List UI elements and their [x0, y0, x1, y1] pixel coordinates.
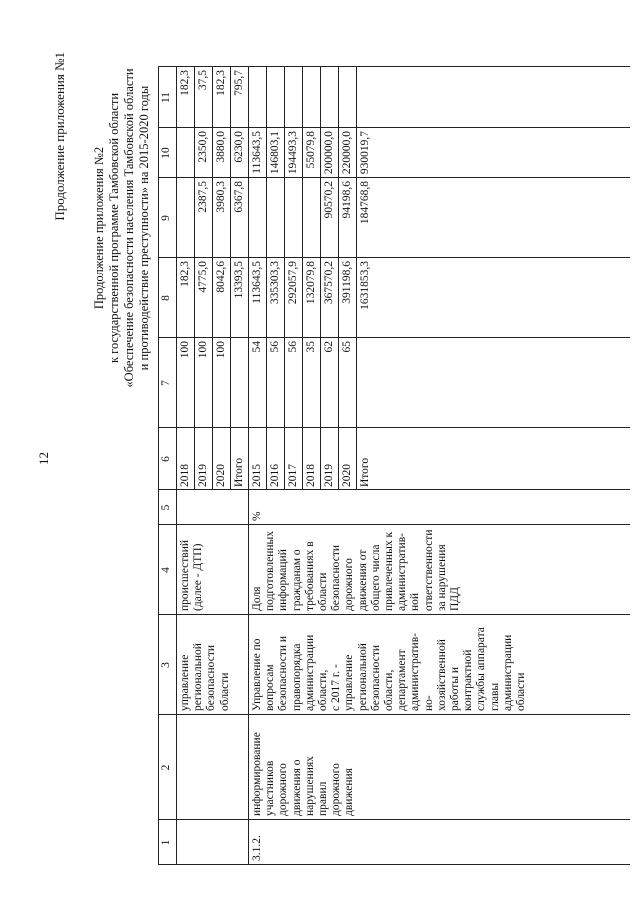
cell-text: нарушениях: [303, 756, 316, 816]
cell-text: информирование: [251, 732, 263, 816]
cell-text: службы аппарата: [475, 627, 488, 711]
table-value: 90570,2: [323, 181, 335, 219]
table-value: 13393,5: [233, 261, 245, 299]
annex2-line: Продолжение приложения №2: [92, 146, 106, 310]
table-value: Итого: [359, 457, 371, 487]
table-value: 3880,0: [215, 131, 227, 163]
column-border: [158, 864, 630, 865]
column-number: 6: [160, 456, 172, 462]
column-border: [158, 489, 630, 490]
cell-text: (далее - ДТП): [192, 543, 205, 611]
row-border: [338, 67, 339, 490]
cell-text: но-: [422, 695, 435, 711]
cell-text: области,: [317, 669, 329, 711]
cell-text: работы и: [449, 666, 461, 711]
column-border: [158, 427, 630, 428]
table-value: 2019: [323, 464, 335, 487]
column-number: 2: [160, 764, 172, 771]
column-number: 1: [160, 839, 172, 846]
cell-text: региональной: [192, 643, 205, 711]
row-border: [302, 67, 303, 490]
row-border: [230, 67, 231, 490]
table-value: 2016: [269, 464, 281, 487]
column-number: 10: [160, 147, 172, 159]
table-value: 391198,6: [341, 261, 353, 304]
page-number: 12: [36, 452, 51, 465]
table-value: 2020: [215, 464, 227, 487]
cell-text: Управление по: [251, 638, 263, 711]
column-border: [158, 257, 630, 258]
table-value: 795,7: [233, 70, 245, 96]
continuation-annex-1: Продолжение приложения №1: [52, 52, 67, 221]
cell-text: региональной: [356, 643, 369, 711]
table-value: 113643,5: [251, 261, 263, 304]
column-border: [158, 127, 630, 128]
cell-text: области,: [383, 669, 395, 711]
table-value: 194493,3: [287, 131, 299, 175]
cell-text: дорожного: [343, 558, 356, 611]
annex2-line: и противодействие преступности» на 2015-2020 годы: [137, 85, 151, 371]
table-value: 2018: [179, 464, 191, 487]
cell-text: области: [218, 672, 231, 711]
table-value: 2020: [341, 464, 353, 487]
cell-text: безопасности и: [277, 635, 290, 711]
cell-text: области: [317, 572, 329, 611]
cell-text: администрации: [501, 634, 514, 711]
column-number: 4: [160, 567, 172, 573]
row-border: [266, 67, 267, 490]
table-value: 2350,0: [197, 131, 209, 163]
cell-text: происшествий: [179, 539, 191, 611]
cell-text: общего числа: [369, 544, 382, 611]
cell-text: хозяйственной: [435, 639, 448, 711]
table-value: 56: [287, 341, 299, 353]
table-value: 146803,1: [269, 131, 281, 175]
row-border: [356, 67, 357, 490]
column-number: 5: [160, 504, 172, 511]
table-value: 292057,9: [287, 261, 299, 305]
cell-text: дорожного: [277, 763, 290, 816]
table-value: 367570,2: [323, 261, 335, 305]
cell-text: администрации: [303, 634, 316, 711]
table-value: 2018: [305, 464, 317, 487]
column-border: [158, 819, 630, 820]
column-border: [158, 524, 630, 525]
column-number: 7: [160, 380, 172, 386]
annex2-line: к государственной программе Тамбовской области: [107, 92, 121, 364]
row-border: [176, 67, 177, 865]
cell-text: участников: [264, 760, 277, 816]
table-value: 94198,6: [341, 181, 353, 219]
column-border: [158, 337, 630, 338]
column-border: [158, 177, 630, 178]
table-value: 2017: [287, 464, 299, 487]
table-value: 132079,8: [305, 261, 317, 305]
row-border: [248, 67, 249, 865]
column-number: 11: [160, 91, 172, 104]
table-value: 8042,6: [215, 261, 227, 293]
cell-text: за нарушения: [435, 544, 448, 611]
cell-text: области: [515, 672, 527, 711]
table-value: 55079,8: [305, 131, 317, 169]
table-value: 4775,0: [197, 261, 209, 293]
column-border: [158, 614, 630, 615]
cell-text: ПДД: [449, 587, 461, 611]
cell-text: управление: [343, 654, 356, 711]
table-value: 113643,5: [251, 131, 263, 174]
cell-text: контрактной: [462, 649, 475, 711]
table-value: 6230,0: [233, 131, 245, 163]
cell-text: с 2017 г. -: [330, 664, 343, 711]
cell-text: правил: [317, 781, 329, 816]
table-value: 2019: [197, 464, 209, 487]
table-value: 335303,3: [269, 261, 281, 305]
cell-text: дорожного: [330, 763, 343, 816]
table-value: Итого: [233, 457, 245, 487]
table-value: 37,5: [197, 70, 209, 91]
table-value: 2015: [251, 464, 263, 487]
cell-text: требованиях в: [303, 541, 316, 611]
annex2-line: «Обеспечение безопасности населения Тамбовской области: [122, 68, 136, 388]
cell-text: безопасности: [330, 544, 343, 611]
column-border: [158, 714, 630, 715]
cell-text: гражданам о: [290, 549, 303, 611]
cell-text: информаций: [277, 549, 290, 611]
table-value: 182,3: [215, 70, 227, 96]
table-value: 2387,5: [197, 181, 209, 213]
table-value: 182,3: [179, 261, 191, 287]
table-value: 3980,3: [215, 181, 227, 213]
table-value: 200000,0: [323, 131, 335, 175]
table-value: 220000,0: [341, 131, 353, 175]
unit-text: %: [251, 511, 263, 521]
row-border: [212, 67, 213, 490]
table-value: 184768,8: [359, 181, 371, 225]
table-value: 6367,8: [233, 181, 245, 213]
cell-text: правопорядка: [290, 643, 303, 711]
cell-text: привлеченных к: [383, 531, 395, 611]
program-table: [158, 67, 630, 865]
column-number: 3: [160, 662, 172, 668]
table-value: 35: [305, 341, 317, 353]
row-border: [194, 67, 195, 490]
cell-text: административ-: [396, 533, 409, 611]
table-value: 56: [269, 341, 281, 353]
cell-text: управление: [179, 654, 191, 711]
column-number: 9: [160, 215, 172, 221]
cell-text: подготовленных: [264, 531, 277, 611]
table-value: 54: [251, 341, 263, 353]
table-value: 1631853,3: [359, 261, 371, 310]
table-value: 182,3: [179, 70, 191, 96]
row-border: [158, 67, 159, 865]
table-value: 100: [215, 341, 227, 359]
cell-text: Доля: [251, 586, 263, 611]
continuation-annex-2: [92, 58, 152, 398]
table-value: 100: [197, 341, 209, 359]
table-value: 100: [179, 341, 191, 359]
table-value: 62: [323, 341, 335, 353]
column-number: 8: [160, 295, 172, 301]
cell-text: департамент: [396, 649, 409, 711]
cell-text: движения о: [290, 759, 303, 816]
column-border: [158, 66, 630, 67]
cell-text: вопросам: [264, 664, 277, 711]
cell-text: движения: [343, 768, 356, 816]
cell-text: ответственности: [422, 529, 435, 611]
cell-text: ной: [409, 592, 422, 611]
cell-text: безопасности: [205, 644, 218, 711]
table-value: 65: [341, 341, 353, 353]
row-border: [284, 67, 285, 490]
cell-text: безопасности: [369, 644, 382, 711]
cell-text: административ-: [409, 633, 422, 711]
table-value: 930019,7: [359, 131, 371, 175]
item-number: 3.1.2.: [251, 835, 263, 861]
row-border: [320, 67, 321, 490]
cell-text: движения от: [356, 549, 369, 611]
cell-text: главы: [488, 682, 501, 711]
